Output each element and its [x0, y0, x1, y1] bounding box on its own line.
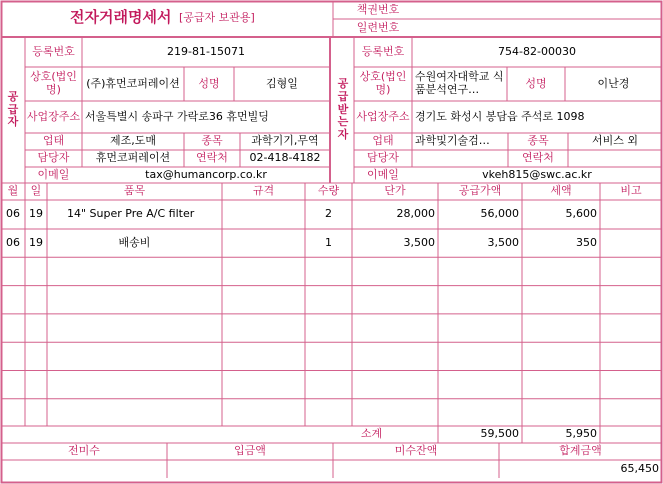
deposit-label: 입금액 — [234, 444, 266, 458]
item-cell-unit-price: 3,500 — [403, 235, 435, 249]
subtotal-supply: 59,500 — [480, 427, 519, 441]
doc-title: 전자거래명세서 — [70, 8, 172, 27]
buyer-reg-no: 754-82-00030 — [498, 44, 576, 58]
unpaid-balance-label: 미수잔액 — [394, 444, 438, 458]
item-cell-note — [600, 229, 662, 257]
col-header-qty: 수량 — [317, 184, 340, 198]
buyer-ceo: 이난경 — [597, 76, 630, 90]
buyer-company-label: 상호(법인명) — [359, 70, 407, 96]
buyer-address: 경기도 화성시 봉담읍 주석로 1098 — [415, 109, 585, 123]
unpaid-balance — [333, 460, 499, 478]
buyer-business-item: 서비스 외 — [591, 134, 638, 148]
buyer-business-type-label: 업태 — [372, 134, 394, 148]
col-header-supply-amount: 공급가액 — [458, 184, 502, 198]
buyer-phone — [568, 150, 662, 167]
supplier-side-label: 공급자 — [7, 90, 19, 129]
col-header-unit-price: 단가 — [384, 184, 406, 198]
buyer-email-label: 이메일 — [367, 167, 399, 181]
supplier-business-type: 제조,도매 — [109, 134, 156, 148]
supplier-business-item: 과학기기,무역 — [251, 134, 319, 148]
col-header-item: 품목 — [123, 184, 146, 198]
buyer-ceo-label: 성명 — [525, 76, 547, 90]
buyer-company: 수원여자대학교 식품분석연구… — [415, 70, 504, 96]
buyer-business-type: 과학및기술검… — [415, 134, 490, 148]
item-cell-spec — [222, 200, 305, 228]
supplier-company: (주)휴먼코퍼레이션 — [86, 76, 180, 90]
item-cell-qty: 1 — [325, 235, 332, 249]
item-cell-month: 06 — [6, 206, 20, 220]
item-cell-supply-amount: 3,500 — [487, 235, 519, 249]
subtotal-tax: 5,950 — [565, 427, 597, 441]
grand-total-label: 합계금액 — [559, 444, 602, 458]
supplier-reg-no: 219-81-15071 — [167, 44, 245, 58]
buyer-business-item-label: 종목 — [527, 134, 549, 148]
col-header-spec: 규격 — [252, 184, 275, 198]
col-header-note: 비고 — [620, 184, 642, 198]
supplier-company-label: 상호(법인명) — [30, 70, 77, 96]
buyer-address-label: 사업장주소 — [356, 109, 410, 123]
col-header-day: 일 — [30, 184, 42, 198]
item-cell-tax: 350 — [576, 235, 597, 249]
item-cell-qty: 2 — [325, 206, 332, 220]
deposit — [167, 460, 333, 478]
grand-total: 65,450 — [620, 461, 659, 475]
buyer-side-label: 공급받는자 — [337, 77, 349, 141]
item-cell-note — [600, 200, 662, 228]
prev-unpaid-label: 전미수 — [68, 444, 100, 458]
supplier-reg-no-label: 등록번호 — [32, 44, 75, 58]
book-no-label: 책권번호 — [356, 2, 400, 16]
serial-no-label: 일련번호 — [356, 20, 400, 34]
item-cell-tax: 5,600 — [565, 206, 597, 220]
supplier-phone: 02-418-4182 — [249, 151, 321, 165]
col-header-tax: 세액 — [550, 184, 572, 198]
prev-unpaid — [1, 460, 167, 478]
item-cell-unit-price: 28,000 — [396, 206, 435, 220]
buyer-contact — [412, 150, 508, 167]
subtotal-label: 소계 — [360, 427, 383, 441]
supplier-address-label: 사업장주소 — [26, 109, 81, 123]
supplier-phone-label: 연락처 — [196, 151, 228, 165]
buyer-phone-label: 연락처 — [522, 151, 554, 165]
supplier-ceo-label: 성명 — [198, 76, 220, 90]
supplier-business-item-label: 종목 — [201, 134, 223, 148]
supplier-business-type-label: 업태 — [42, 134, 65, 148]
item-cell-item: 배송비 — [118, 235, 151, 249]
supplier-email-label: 이메일 — [37, 167, 70, 181]
supplier-ceo: 김형일 — [266, 76, 298, 90]
item-cell-day: 19 — [29, 206, 43, 220]
item-cell-supply-amount: 56,000 — [480, 206, 519, 220]
col-header-month: 월 — [7, 184, 19, 198]
buyer-contact-label: 담당자 — [367, 151, 399, 165]
item-cell-month: 06 — [6, 235, 20, 249]
buyer-email: vkeh815@swc.ac.kr — [482, 167, 592, 181]
supplier-contact-label: 담당자 — [37, 151, 70, 165]
item-cell-day: 19 — [29, 235, 43, 249]
buyer-reg-no-label: 등록번호 — [361, 44, 405, 58]
supplier-contact: 휴먼코퍼레이션 — [95, 151, 171, 165]
supplier-address: 서울특별시 송파구 가락로36 휴먼빌딩 — [85, 109, 269, 123]
supplier-email: tax@humancorp.co.kr — [145, 167, 267, 181]
item-cell-item: 14" Super Pre A/C filter — [67, 206, 195, 220]
doc-subtitle: [공급자 보관용] — [179, 10, 255, 24]
item-cell-spec — [222, 229, 305, 257]
